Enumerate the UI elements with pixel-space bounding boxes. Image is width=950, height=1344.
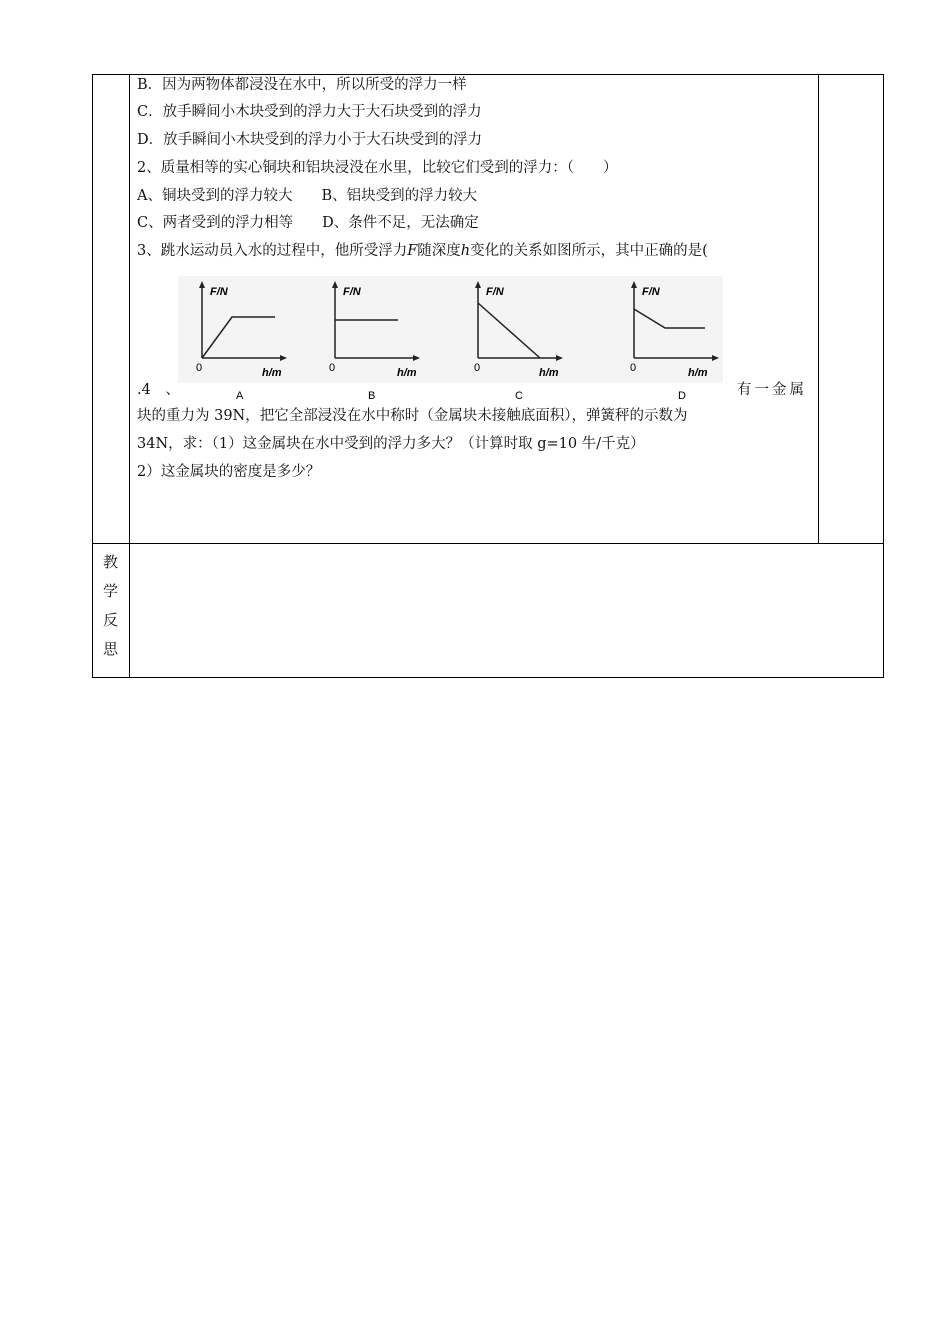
graph-c-origin: 0 [474,362,481,374]
question-3-mid: 随深度 [417,243,461,259]
option-b: B．因为两物体都浸没在水中，所以所受的浮力一样 [137,77,467,93]
question-4-line-2: 块的重力为 39N，把它全部浸没在水中称时（金属块未接触底面积），弹簧秤的示数为 [137,408,688,424]
graph-b-ylabel: F/N [343,286,361,298]
force-depth-graphs [178,276,723,406]
option-c: C．放手瞬间小木块受到的浮力大于大石块受到的浮力 [137,104,482,120]
question-3-var-f: F [407,243,418,259]
question-3 [137,241,708,261]
question-2-options-ab: A、铜块受到的浮力较大 B、铝块受到的浮力较大 [137,188,478,204]
option-d: D．放手瞬间小木块受到的浮力小于大石块受到的浮力 [137,132,483,148]
graph-b-origin: 0 [329,362,336,374]
reflection-char-3: 反 [102,611,118,629]
teaching-reflection-label [92,548,129,664]
question-2-options-cd: C、两者受到的浮力相等 D、条件不足，无法确定 [137,215,479,231]
graph-d-option: D [678,390,686,402]
table-row-divider [92,543,884,544]
question-4-line-4: 2）这金属块的密度是多少？ [137,464,321,480]
graph-c-option: C [515,390,523,402]
graph-c-ylabel: F/N [486,286,504,298]
graph-a-origin: 0 [196,362,203,374]
graph-d-ylabel: F/N [642,286,660,298]
question-2: 2、质量相等的实心铜块和铝块浸没在水里，比较它们受到的浮力：（ ） [137,160,618,176]
graph-b-xlabel: h/m [397,367,417,379]
question-4-start: 有一金属 [737,382,807,398]
graph-a-xlabel: h/m [262,367,282,379]
graph-c-xlabel: h/m [539,367,559,379]
graph-a-ylabel: F/N [210,286,228,298]
graph-a-option: A [236,390,244,402]
question-4-line-3: 34N，求：（1）这金属块在水中受到的浮力多大？（计算时取 g=10 牛/千克） [137,436,645,452]
table-col-divider-right [818,74,819,544]
table-col-divider-left [129,74,130,678]
reflection-char-2: 学 [102,582,118,600]
graph-d-origin: 0 [630,362,637,374]
question-4-number: .4 、 [137,382,180,398]
question-3-pre: 3、跳水运动员入水的过程中，他所受浮力 [137,243,408,259]
question-3-var-h: h [460,243,471,259]
graph-b-option: B [368,390,376,402]
graph-d-xlabel: h/m [688,367,708,379]
question-3-post: 变化的关系如图所示，其中正确的是( [470,243,708,259]
reflection-char-1: 教 [102,553,118,571]
reflection-char-4: 思 [102,640,118,658]
